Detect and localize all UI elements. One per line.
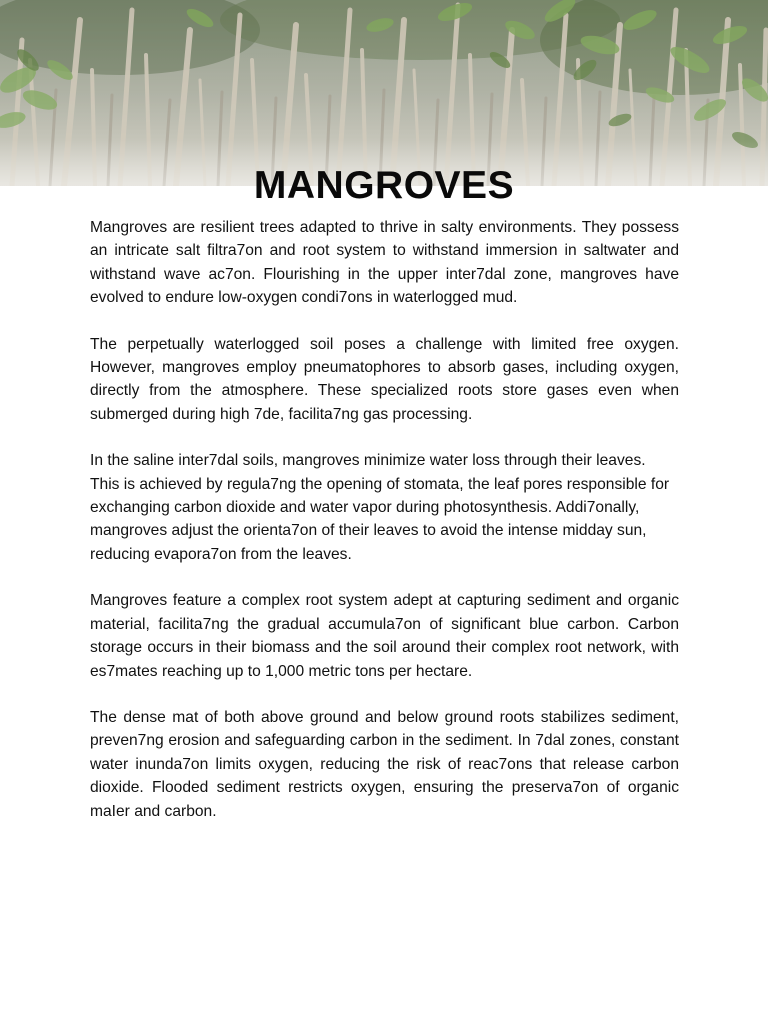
paragraph-4: Mangroves feature a complex root system adept at capturing sediment and organic material, facilita7ng the gradual accumula7on of significant blue carbon. Carbon storage occurs in their biomass and the soil around their complex root network, with es7mates reaching up to 1,000 metric tons per hectare. [90,592,679,680]
paragraph-3: In the saline inter7dal soils, mangroves minimize water loss through their leaves. This is achieved by regula7ng the opening of stomata, the leaf pores responsible for exchanging carbon dioxide and water vapor during photosynthesis. Addi7onally, mangroves adjust the orienta7on of their leaves to avoid the intense midday sun, reducing evapora7on from the leaves. [90,452,670,563]
page-title: MANGROVES [253,164,515,207]
mangrove-photo-illustration [0,0,768,186]
paragraph-1: Mangroves are resilient trees adapted to thrive in salty environments. They possess an intricate salt filtra7on and root system to withstand immersion in saltwater and withstand wave ac7on. Flourishing in the upper inter7dal zone, mangroves have evolved to endure low-oxygen condi7ons in waterlogged mud. [90,219,679,307]
header-photo-mangrove-pneumatophores [0,0,768,186]
paragraph-2: The perpetually waterlogged soil poses a challenge with limited free oxygen. However, mangroves employ pneumatophores to absorb gases, including oxygen, directly from the atmosphere. These specialized roots store gases even when submerged during high 7de, facilita7ng gas processing. [90,335,679,423]
paragraph-5: The dense mat of both above ground and below ground roots stabilizes sediment, preven7ng erosion and safeguarding carbon in the sediment. In 7dal zones, constant water inunda7on limits oxygen, reducing the risk of reac7ons that release carbon dioxide. Flooded sediment restricts oxygen, ensuring the preserva7on of organic maIer and carbon. [90,708,679,820]
document-body [90,216,679,846]
